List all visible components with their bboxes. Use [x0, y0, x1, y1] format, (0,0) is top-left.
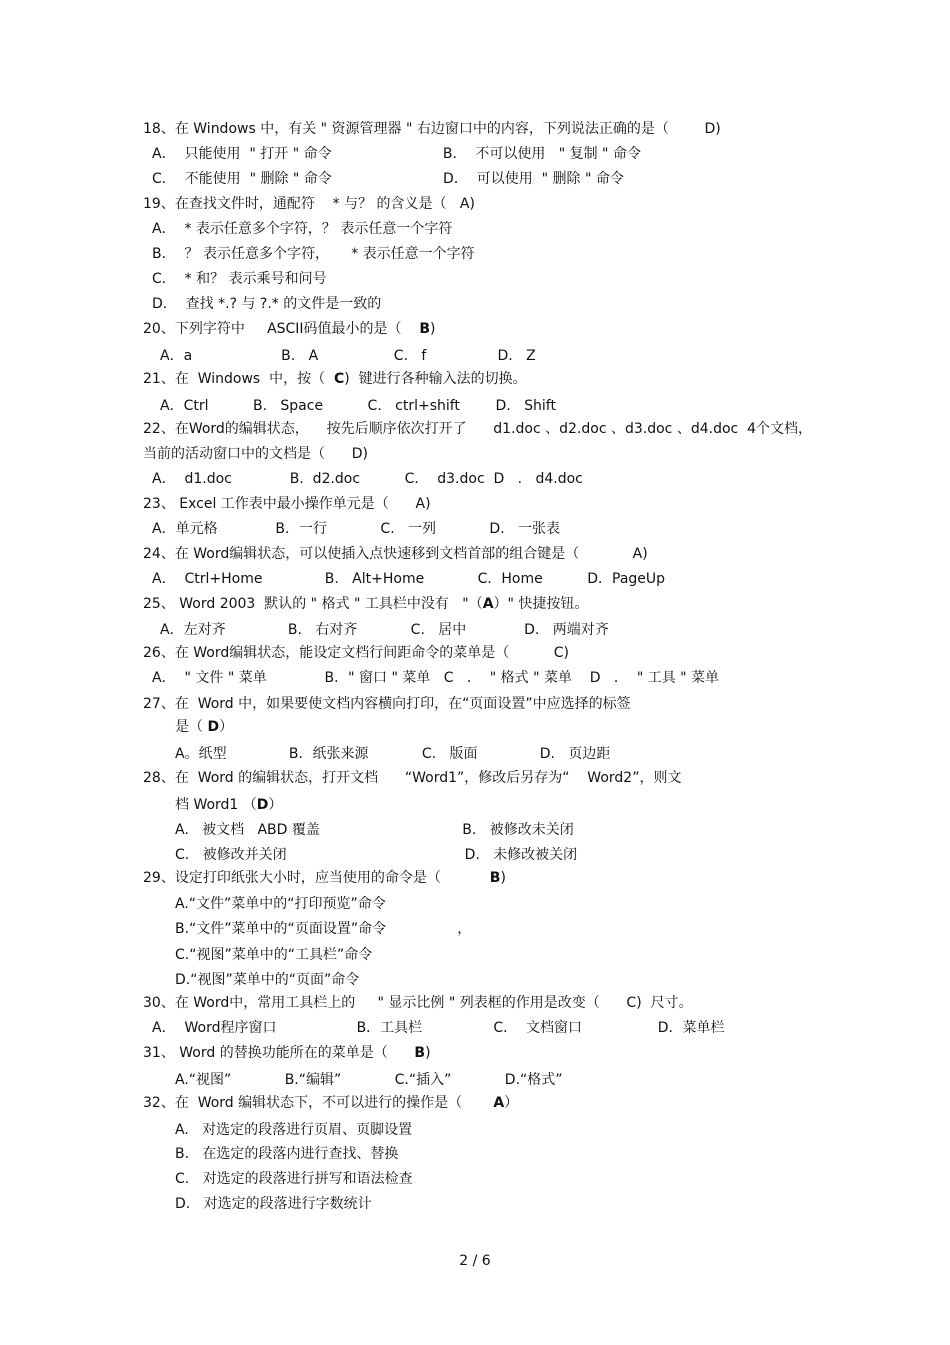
- text-segment: C. 被修改并关闭 D. 未修改被关闭: [175, 847, 578, 863]
- text-line: [175, 895, 386, 913]
- text-segment: 当前的活动窗口中的文档是（ D): [143, 446, 368, 462]
- text-line: [143, 495, 431, 513]
- answer-letter: C: [334, 371, 345, 387]
- text-line: [143, 1094, 518, 1112]
- text-segment: A。纸型 B．纸张来源 C. 版面 D. 页边距: [175, 746, 611, 762]
- text-line: [143, 420, 812, 438]
- text-line: [175, 846, 577, 864]
- answer-letter: D: [256, 797, 269, 813]
- text-line: [143, 1044, 431, 1062]
- text-line: [143, 320, 436, 338]
- answer-letter: B: [414, 1045, 426, 1061]
- text-segment: 18、在 Windows 中，有关 " 资源管理器 " 右边窗口中的内容，下列说法正确的是（: [143, 121, 669, 137]
- text-segment: ）: [268, 797, 283, 813]
- text-segment: D): [668, 121, 721, 137]
- text-line: [143, 994, 693, 1012]
- text-line: [175, 971, 359, 989]
- text-segment: 28、在 Word 的编辑状态，打开文档 “Word1”，修改后另存为“ Word2”，则文: [143, 770, 682, 786]
- answer-letter: B: [419, 321, 431, 337]
- text-line: [152, 145, 641, 163]
- text-line: [160, 621, 609, 639]
- text-segment: C. 对选定的段落进行拼写和语法检查: [175, 1171, 413, 1187]
- text-segment: 20、下列字符中 ASCII码值最小的是（: [143, 321, 420, 337]
- answer-letter: A: [482, 596, 494, 612]
- text-segment: A． " 文件 " 菜单 B．" 窗口 " 菜单 C ． " 格式 " 菜单 D ． " 工具 " 菜单: [152, 670, 720, 686]
- text-segment: A. 对选定的段落进行页眉、页脚设置: [175, 1122, 413, 1138]
- text-line: [175, 1145, 398, 1163]
- text-line: [175, 718, 233, 736]
- text-segment: 29、设定打印纸张大小时，应当使用的命令是（: [143, 870, 490, 886]
- text-line: [160, 347, 536, 365]
- text-segment: 31、 Word 的替换功能所在的菜单是（: [143, 1045, 415, 1061]
- text-line: [152, 270, 327, 288]
- text-segment: A．单元格 B．一行 C. 一列 D. 一张表: [152, 521, 560, 537]
- answer-letter: B: [489, 870, 501, 886]
- text-segment: 27、在 Word 中，如果要使文档内容横向打印，在“页面设置”中应选择的标签: [143, 696, 631, 712]
- text-segment: B.“文件”菜单中的“页面设置”命令 ，: [175, 921, 472, 937]
- text-segment: C． * 和？ 表示乘号和问号: [152, 271, 327, 287]
- text-segment: A． 只能使用 " 打开 " 命令 B． 不可以使用 " 复制 " 命令: [152, 146, 641, 162]
- text-segment: 32、在 Word 编辑状态下，不可以进行的操作是（: [143, 1095, 494, 1111]
- text-segment: A. 被文档 ABD 覆盖 B. 被修改未关闭: [175, 822, 574, 838]
- text-line: [160, 397, 556, 415]
- text-segment: 是（: [175, 719, 208, 735]
- page-number: 2 / 6: [459, 1253, 491, 1269]
- text-segment: A.“文件”菜单中的“打印预览”命令: [175, 896, 386, 912]
- text-line: [143, 644, 569, 662]
- text-line: [143, 195, 475, 213]
- text-segment: ）: [504, 1095, 519, 1111]
- text-segment: D.“视图”菜单中的“页面”命令: [175, 972, 360, 988]
- text-line: [143, 545, 648, 563]
- text-segment: B． ？ 表示任意多个字符， * 表示任意一个字符: [152, 246, 475, 262]
- text-segment: 24、在 Word编辑状态，可以使插入点快速移到文档首部的组合键是（ A): [143, 546, 648, 562]
- text-line: [152, 220, 452, 238]
- text-segment: 26、在 Word编辑状态，能设定文档行间距命令的菜单是（ C): [143, 645, 569, 661]
- text-line: [152, 295, 381, 313]
- text-segment: ): [500, 870, 506, 886]
- text-segment: 23、 Excel 工作表中最小操作单元是（ A): [143, 496, 431, 512]
- text-segment: 档 Word1 （: [175, 797, 257, 813]
- text-segment: A．a B. A C. f D. Z: [160, 348, 536, 364]
- text-segment: ）: [219, 719, 234, 735]
- text-line: [152, 520, 560, 538]
- text-segment: A． d1.doc B. d2.doc C． d3.doc D . d4.doc: [152, 471, 583, 487]
- text-segment: A． Ctrl+Home B. Alt+Home C．Home D．PageUp: [152, 571, 666, 587]
- text-segment: A．Ctrl B. Space C. ctrl+shift D. Shift: [160, 398, 556, 414]
- text-segment: ）" 快捷按钮。: [493, 596, 589, 612]
- text-segment: ) 键进行各种输入法的切换。: [344, 371, 527, 387]
- text-segment: ): [425, 1045, 431, 1061]
- text-segment: 19、在查找文件时，通配符 * 与？ 的含义是（ A): [143, 196, 475, 212]
- text-segment: C.“视图”菜单中的“工具栏”命令: [175, 947, 373, 963]
- text-segment: A． * 表示任意多个字符，？ 表示任意一个字符: [152, 221, 453, 237]
- text-segment: B. 在选定的段落内进行查找、替换: [175, 1146, 399, 1162]
- text-line: [152, 1019, 724, 1037]
- text-segment: A． Word程序窗口 B．工具栏 C． 文档窗口 D．菜单栏: [152, 1020, 725, 1036]
- text-line: [175, 1195, 372, 1213]
- text-segment: D． 查找 *.? 与 ?.* 的文件是一致的: [152, 296, 382, 312]
- text-line: [175, 946, 372, 964]
- text-line: [175, 796, 282, 814]
- text-line: [143, 445, 368, 463]
- text-line: [152, 470, 583, 488]
- text-segment: 25、 Word 2003 默认的 " 格式 " 工具栏中没有 "（: [143, 596, 483, 612]
- text-line: [152, 170, 624, 188]
- text-segment: 22、在Word的编辑状态， 按先后顺序依次打开了 d1.doc 、d2.doc 、d3.doc 、d4.doc 4个文档，: [143, 421, 813, 437]
- text-segment: D. 对选定的段落进行字数统计: [175, 1196, 372, 1212]
- text-line: [143, 595, 588, 613]
- answer-letter: A: [493, 1095, 505, 1111]
- text-line: [152, 245, 475, 263]
- text-segment: C． 不能使用 " 删除 " 命令 D． 可以使用 " 删除 " 命令: [152, 171, 624, 187]
- text-line: [143, 120, 721, 138]
- text-line: [175, 1170, 413, 1188]
- text-segment: A.“视图” B.“编辑” C.“插入” D.“格式”: [175, 1072, 563, 1088]
- answer-letter: D: [207, 719, 220, 735]
- text-line: [175, 1071, 563, 1089]
- text-line: [143, 370, 527, 388]
- text-line: [143, 695, 631, 713]
- text-line: [143, 769, 681, 787]
- text-line: [175, 920, 471, 938]
- text-line: [175, 1121, 412, 1139]
- text-segment: ): [430, 321, 436, 337]
- text-line: [143, 869, 506, 887]
- text-line: [175, 821, 574, 839]
- text-line: [152, 669, 719, 687]
- text-line: [175, 745, 610, 763]
- text-segment: A．左对齐 B. 右对齐 C. 居中 D. 两端对齐: [160, 622, 609, 638]
- text-segment: 21、在 Windows 中，按（: [143, 371, 335, 387]
- text-line: [152, 570, 665, 588]
- text-segment: 30、在 Word中，常用工具栏上的 " 显示比例 " 列表框的作用是改变（ C) 尺寸。: [143, 995, 693, 1011]
